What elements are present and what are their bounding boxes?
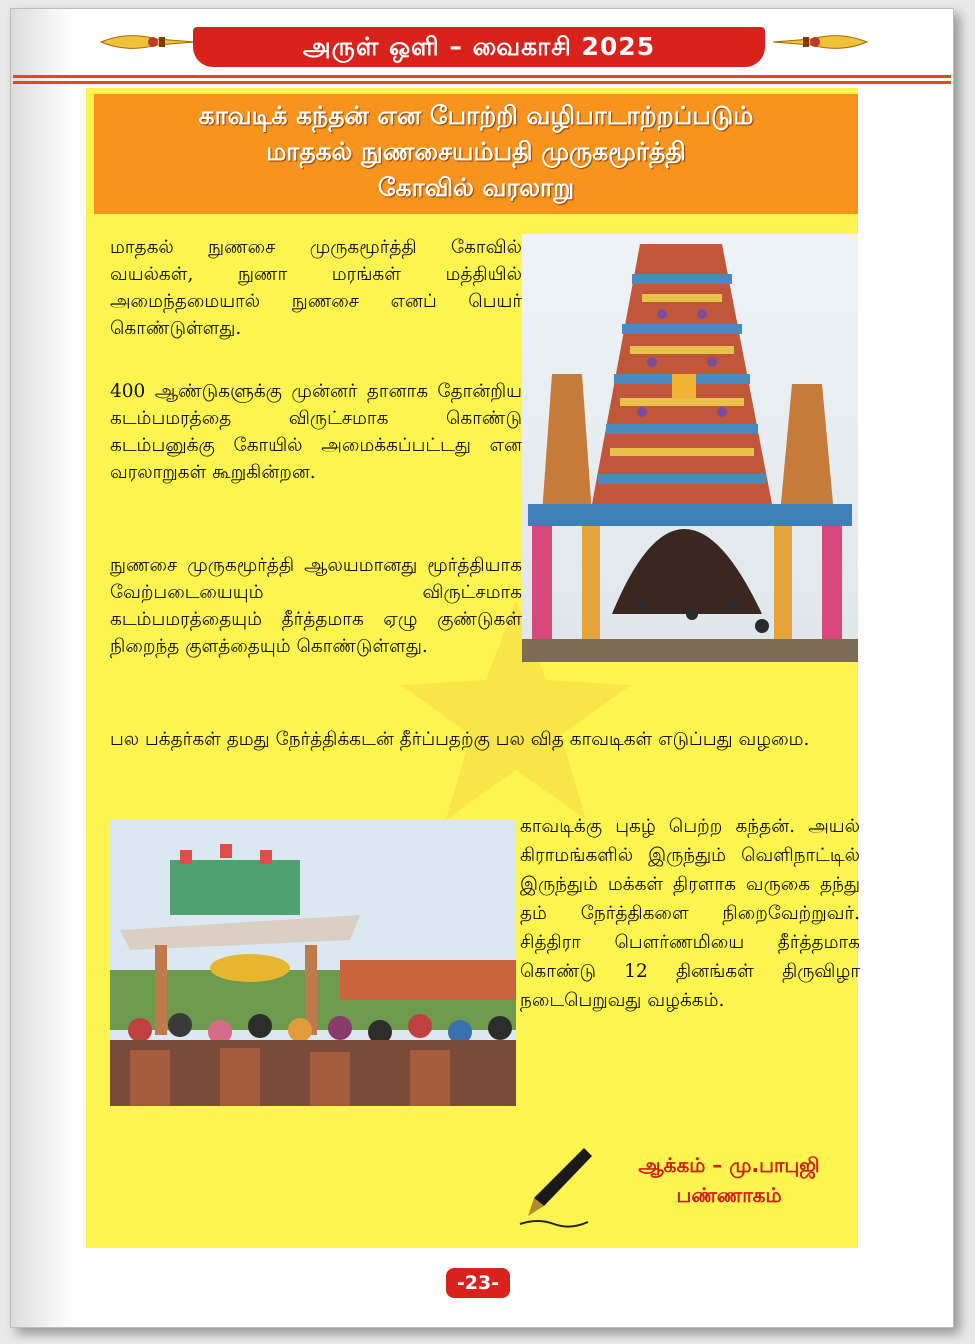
vel-trident-icon bbox=[97, 29, 197, 55]
article-title-line-1: காவடிக் கந்தன் என போற்றி வழிபாடாற்றப்படும் bbox=[198, 101, 754, 130]
article-title bbox=[94, 94, 858, 214]
header bbox=[11, 9, 953, 89]
fountain-pen-icon bbox=[514, 1140, 594, 1230]
page-spine-shade bbox=[11, 9, 71, 1327]
magazine-title: அருள் ஒளி – வைகாசி 2025 bbox=[193, 27, 765, 67]
header-rule bbox=[13, 75, 951, 87]
vel-trident-icon bbox=[771, 29, 871, 55]
article-title-line-2: மாதகல் நுணசையம்பதி முருகமூர்த்தி bbox=[266, 137, 686, 166]
paragraph-3: நுணசை முருகமூர்த்தி ஆலயமானது மூர்த்தியாக வேற்படையையும் விருட்சமாக கடம்பமரத்தையும் தீர்த்தமாக ஏழு குண்டுகள் நிறைந்த குளத்தையும் கொண்டுள்ளது. bbox=[110, 555, 522, 657]
author-credit bbox=[594, 1150, 864, 1210]
paragraph-2: 400 ஆண்டுகளுக்கு முன்னர் தானாக தோன்றிய கடம்பமரத்தை விருட்சமாக கொண்டு கடம்பனுக்கு கோயில் அமைக்கப்பட்டது என வரலாறுகள் கூறுகின்றன. bbox=[110, 381, 522, 483]
temple-gopuram-photo bbox=[522, 234, 858, 662]
paragraph-4: பல பக்தர்கள் தமது நேர்த்திக்கடன் தீர்ப்பதற்கு பல வித காவடிகள் எடுப்பது வழமை. bbox=[110, 729, 810, 750]
article-title-line-3: கோவில் வரலாறு bbox=[377, 173, 575, 202]
paragraph-1: மாதகல் நுணசை முருகமூர்த்தி கோவில் வயல்கள், நுணா மரங்கள் மத்தியில் அமைந்தமையால் நுணசை எனப் பெயர் கொண்டுள்ளது. bbox=[110, 237, 522, 339]
page-number: -23- bbox=[446, 1268, 510, 1298]
author-name: ஆக்கம் – மு.பாபுஜி bbox=[638, 1153, 820, 1177]
paragraph-5: காவடிக்கு புகழ் பெற்ற கந்தன். அயல் கிராமங்களில் இருந்தும் வெளிநாட்டில் இருந்தும் மக்கள் திரளாக வருகை தந்து தம் நேர்த்திகளை நிறைவேற்றுவர். சித்திரா பௌர்ணமியை தீர்த்தமாக கொண்டு 12 தினங்கள் திருவிழா நடைபெறுவது வழக்கம். bbox=[520, 816, 860, 1011]
festival-crowd-photo bbox=[110, 820, 516, 1106]
author-place: பண்ணாகம் bbox=[676, 1183, 782, 1207]
